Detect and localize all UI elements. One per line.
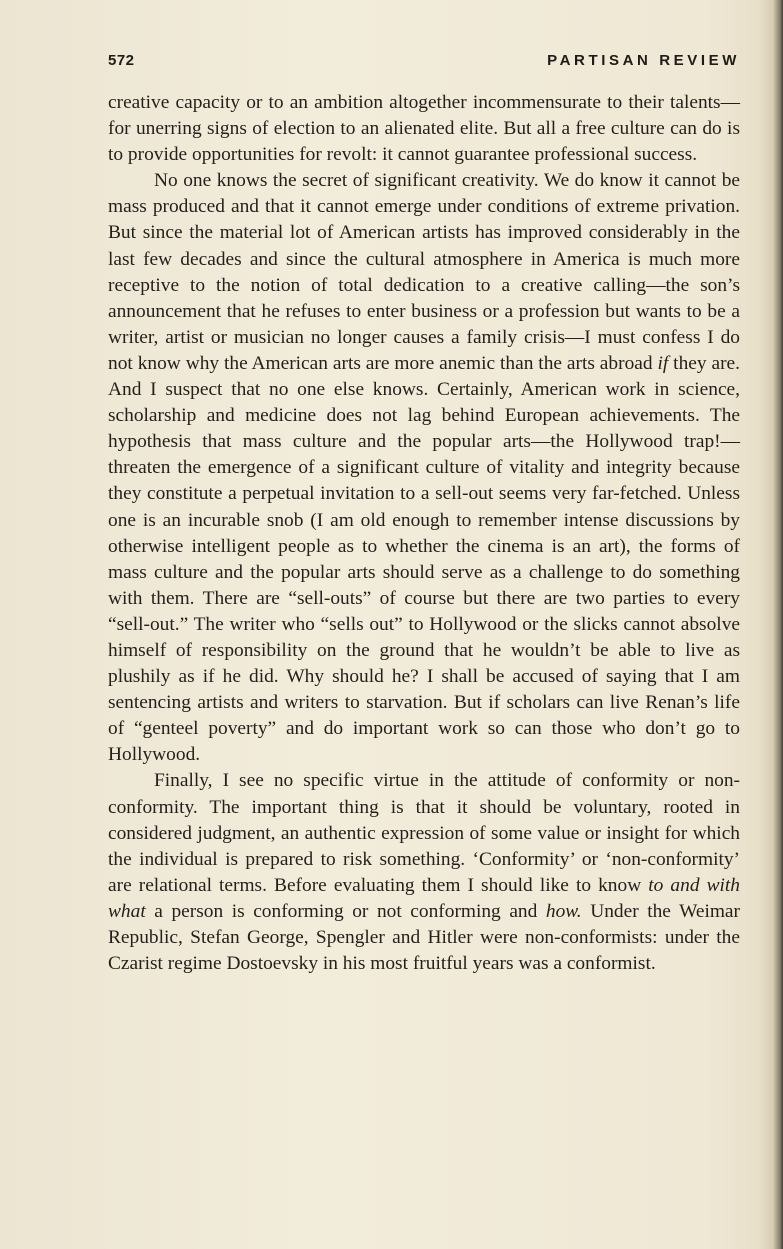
- text-segment: a person is conforming or not conforming and: [145, 900, 546, 922]
- text-segment: Under the Weimar Republic, Stefan George, Spengler and Hitler were non-conformists: under the Czarist regime Dostoevsky in his most fruitful years was a conformist.: [108, 900, 740, 975]
- text-segment: creative capacity or to an ambition altogether incommensurate to their talents—for unerring signs of election to an alienated elite. But all a free culture can do is to provide opportunities for revolt: it cannot guarantee professional success.: [108, 92, 740, 166]
- text-segment: No one knows the secret of significant creativity. We do know it cannot be mass produced and that it cannot emerge under conditions of extreme privation. But since the material lot of American artists has improved considerably in the last few decades and since the cultural atmosphere in America is much more receptive to the notion of total dedication to a creative calling—the son’s announcement that he refuses to enter business or a profession but wants to be a writer, artist or musician no longer causes a family crisis—I must confess I do not know why the American arts are more anemic than the arts abroad: [108, 170, 740, 374]
- page-header: [108, 52, 740, 76]
- paragraph-1: [108, 90, 740, 168]
- italic-segment: if: [657, 352, 669, 374]
- page-edge-shadow: [773, 0, 783, 1249]
- body-text: [108, 90, 740, 977]
- running-head: PARTISAN REVIEW: [547, 52, 740, 69]
- paragraph-3: [108, 768, 740, 977]
- text-segment: they are. And I suspect that no one else knows. Certainly, American work in science, scholarship and medicine does not lag behind European achievements. The hypothesis that mass culture and the popular arts—the Hollywood trap!—threaten the emergence of a significant culture of vitality and integrity because they constitute a perpetual invitation to a sell-out seems very far-fetched. Unless one is an incurable snob (I am old enough to remember intense discussions by otherwise intelligent people as to whether the cinema is an art), the forms of mass culture and the popular arts should serve as a challenge to do something with them. There are “sell-outs” of course but there are two parties to every “sell-out.” The writer who “sells out” to Hollywood or the slicks cannot absolve himself of responsibility on the ground that he wouldn’t be able to live as plushily as if he did. Why should he? I shall be accused of saying that I am sentencing artists and writers to starvation. But if scholars can live Renan’s life of “genteel poverty” and do important work so can those who don’t go to Hollywood.: [108, 352, 740, 766]
- italic-segment: how.: [545, 900, 582, 922]
- page-number: 572: [108, 52, 135, 69]
- paragraph-2: [108, 168, 740, 768]
- text-segment: Finally, I see no specific virtue in the attitude of conformity or non-conformity. The important thing is that it should be voluntary, rooted in considered judgment, an authentic expression of some value or insight for which the individual is prepared to risk something. ‘Conformity’ or ‘non-conformity’ are relational terms. Before evaluating them I should like to know: [108, 770, 740, 896]
- italic-segment: to and with what: [108, 874, 740, 922]
